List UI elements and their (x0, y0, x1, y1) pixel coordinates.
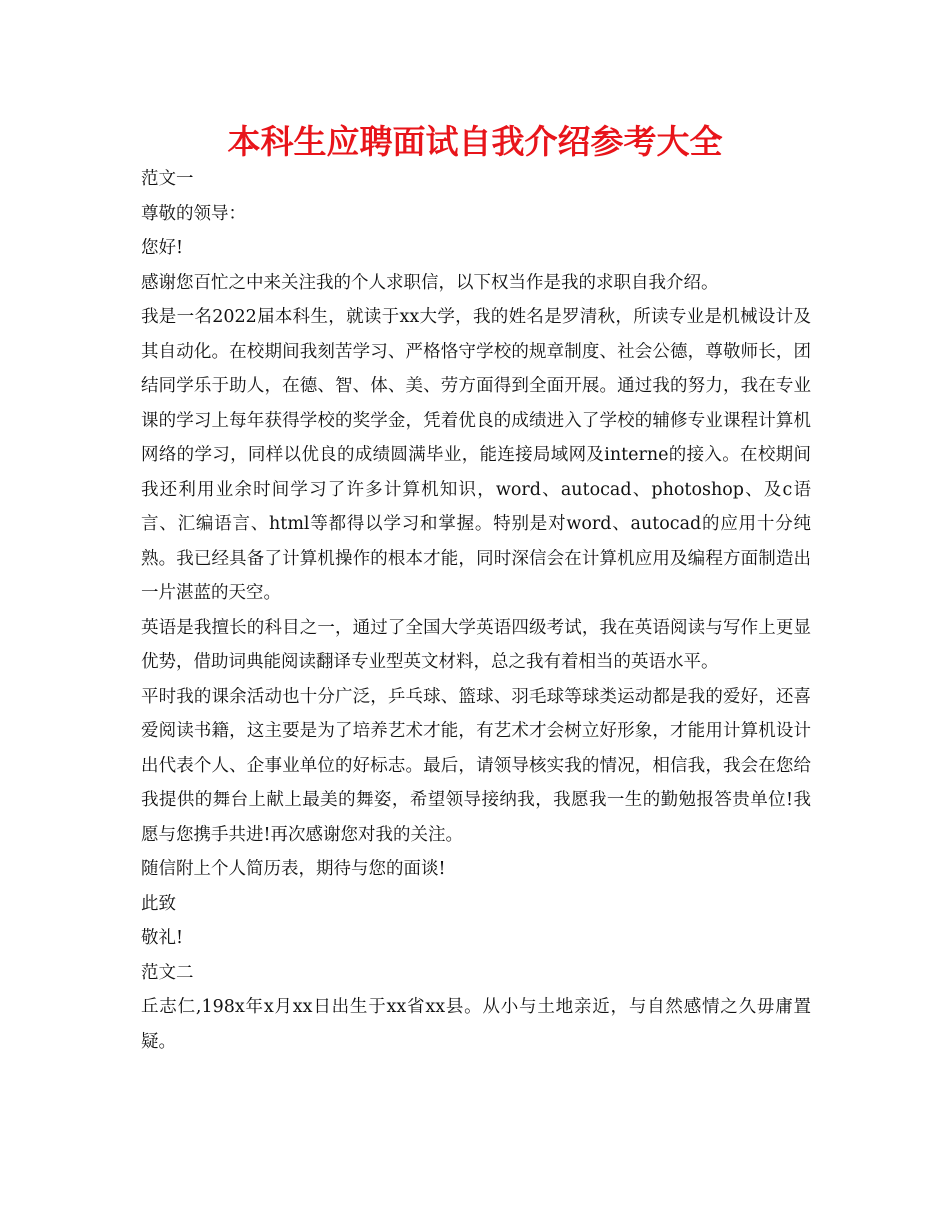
closing-line: 此致 (141, 893, 176, 914)
salutation: 尊敬的领导： (141, 203, 246, 224)
paragraph: 平时我的课余活动也十分广泛，乒乓球、篮球、羽毛球等球类运动都是我的爱好，还喜爱阅读书籍，这主要是为了培养艺术才能，有艺术才会树立好形象，才能用计算机设计出代表个人、企事业单位的好标志。最后，请领导核实我的情况，相信我，我会在您给我提供的舞台上献上最美的舞姿，希望领导接纳我，我愿我一生的勤勉报答贵单位!我愿与您携手共进!再次感谢您对我的关注。 (141, 686, 811, 845)
section-heading: 范文一 (141, 169, 194, 189)
section-heading: 范文二 (141, 962, 194, 983)
document-title: 本科生应聘面试自我介绍参考大全 (227, 122, 723, 161)
document-body (141, 162, 811, 1059)
closing-regards: 敬礼! (141, 928, 184, 948)
paragraph: 英语是我擅长的科目之一，通过了全国大学英语四级考试，我在英语阅读与写作上更显优势，借助词典能阅读翻译专业型英文材料，总之我有着相当的英语水平。 (141, 617, 811, 672)
paragraph: 感谢您百忙之中来关注我的个人求职信，以下权当作是我的求职自我介绍。 (141, 272, 719, 293)
paragraph: 丘志仁,198x年x月xx日出生于xx省xx县。从小与土地亲近，与自然感情之久毋庸置疑。 (141, 997, 811, 1052)
paragraph: 我是一名2022届本科生，就读于xx大学，我的姓名是罗清秋，所读专业是机械设计及其自动化。在校期间我刻苦学习、严格恪守学校的规章制度、社会公德，尊敬师长，团结同学乐于助人，在德、智、体、美、劳方面得到全面开展。通过我的努力，我在专业课的学习上每年获得学校的奖学金，凭着优良的成绩进入了学校的辅修专业课程计算机网络的学习，同样以优良的成绩圆满毕业，能连接局域网及interne的接入。在校期间我还利用业余时间学习了许多计算机知识，word、autocad、photoshop、及c语言、汇编语言、html等都得以学习和掌握。特别是对word、autocad的应用十分纯熟。我已经具备了计算机操作的根本才能，同时深信会在计算机应用及编程方面制造出一片湛蓝的天空。 (141, 307, 811, 603)
paragraph: 随信附上个人简历表，期待与您的面谈! (141, 859, 446, 879)
greeting: 您好! (141, 238, 184, 258)
